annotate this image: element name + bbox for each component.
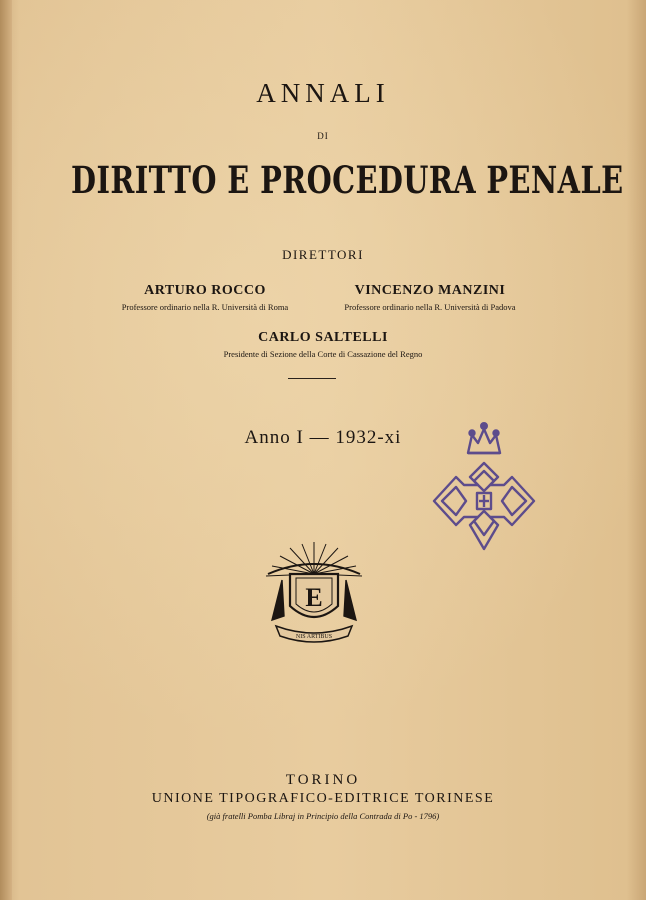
library-crown-stamp-icon <box>428 415 540 560</box>
director-rocco <box>90 283 320 312</box>
journal-title-main: DIRITTO E PROCEDURA PENALE <box>71 158 624 202</box>
director-saltelli <box>150 330 496 359</box>
director-manzini <box>315 283 545 312</box>
emblem-motto: NIS ARTIBUS <box>295 634 333 640</box>
direttori-heading: DIRETTORI <box>282 247 364 262</box>
director-name: VINCENZO MANZINI <box>354 283 506 298</box>
director-role: Professore ordinario nella R. Università di Roma <box>121 302 289 312</box>
director-name: ARTURO ROCCO <box>144 283 266 298</box>
imprint-publisher: UNIONE TIPOGRAFICO-EDITRICE TORINESE <box>151 791 495 806</box>
imprint-city: TORINO <box>285 772 361 788</box>
journal-title-di: DI <box>317 131 329 141</box>
director-name: CARLO SALTELLI <box>258 330 388 345</box>
volume-year: Anno I — 1932-xi <box>244 427 402 448</box>
imprint-note: (già fratelli Pomba Libraj in Principio della Contrada di Po - 1796) <box>206 811 440 821</box>
journal-title-annali: ANNALI <box>256 78 390 108</box>
publisher-emblem-icon <box>262 540 366 650</box>
svg-text:E: E <box>305 583 323 612</box>
director-role: Professore ordinario nella R. Università di Padova <box>344 302 516 312</box>
director-role: Presidente di Sezione della Corte di Cassazione del Regno <box>223 349 423 359</box>
divider-rule <box>288 378 336 379</box>
